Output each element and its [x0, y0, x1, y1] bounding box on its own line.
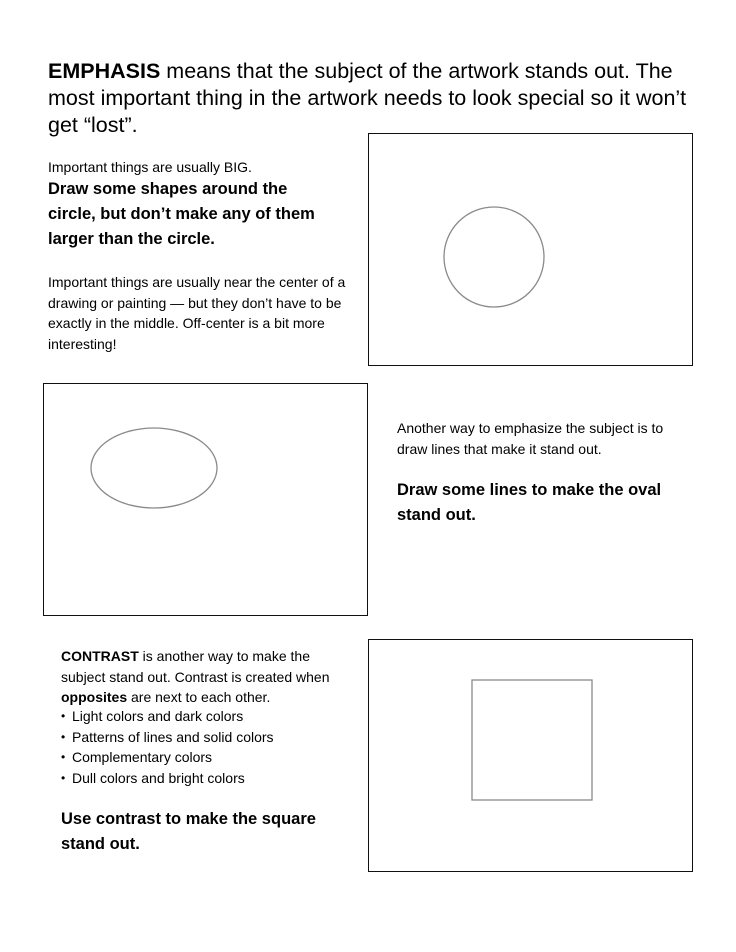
section3-intro	[61, 646, 351, 708]
contrast-bullet-list	[61, 706, 351, 788]
contrast-text: is another way to make the subject stand out. Contrast is created when	[61, 648, 330, 685]
opposites-text: are next to each other.	[127, 689, 271, 705]
page-title	[48, 58, 708, 139]
square-drawing-frame[interactable]	[368, 639, 693, 872]
oval-drawing-area	[44, 384, 369, 617]
section2-instruction: Draw some lines to make the oval stand out.	[397, 481, 662, 524]
section3-instruction: Use contrast to make the square stand out.	[61, 810, 316, 853]
list-item: • Light colors and dark colors	[61, 706, 351, 727]
oval-drawing-frame[interactable]	[43, 383, 368, 616]
title-text: means that the subject of the artwork stands out. The most important thing in the artwork needs to look special so it won’t get “lost”.	[48, 59, 687, 137]
square-drawing-area	[369, 640, 694, 873]
opposites-word: opposites	[61, 689, 128, 705]
title-emphasis-word: EMPHASIS	[48, 59, 161, 83]
oval-icon	[91, 428, 217, 508]
list-item: • Complementary colors	[61, 747, 351, 768]
section2-intro: Another way to emphasize the subject is to draw lines that make it stand out.	[397, 420, 664, 457]
section1-note: Important things are usually near the center of a drawing or painting — but they don’t have to be exactly in the middle. Off-center is a bit more interesting!	[48, 274, 346, 352]
list-item: • Dull colors and bright colors	[61, 768, 351, 789]
section1-intro: Important things are usually BIG.	[48, 159, 252, 175]
circle-icon	[444, 207, 544, 307]
section1-instruction: Draw some shapes around the circle, but don’t make any of them larger than the circle.	[48, 180, 315, 248]
contrast-word: CONTRAST	[61, 648, 139, 664]
list-item: • Patterns of lines and solid colors	[61, 727, 351, 748]
circle-drawing-area	[369, 134, 694, 367]
circle-drawing-frame[interactable]	[368, 133, 693, 366]
square-icon	[472, 680, 592, 800]
